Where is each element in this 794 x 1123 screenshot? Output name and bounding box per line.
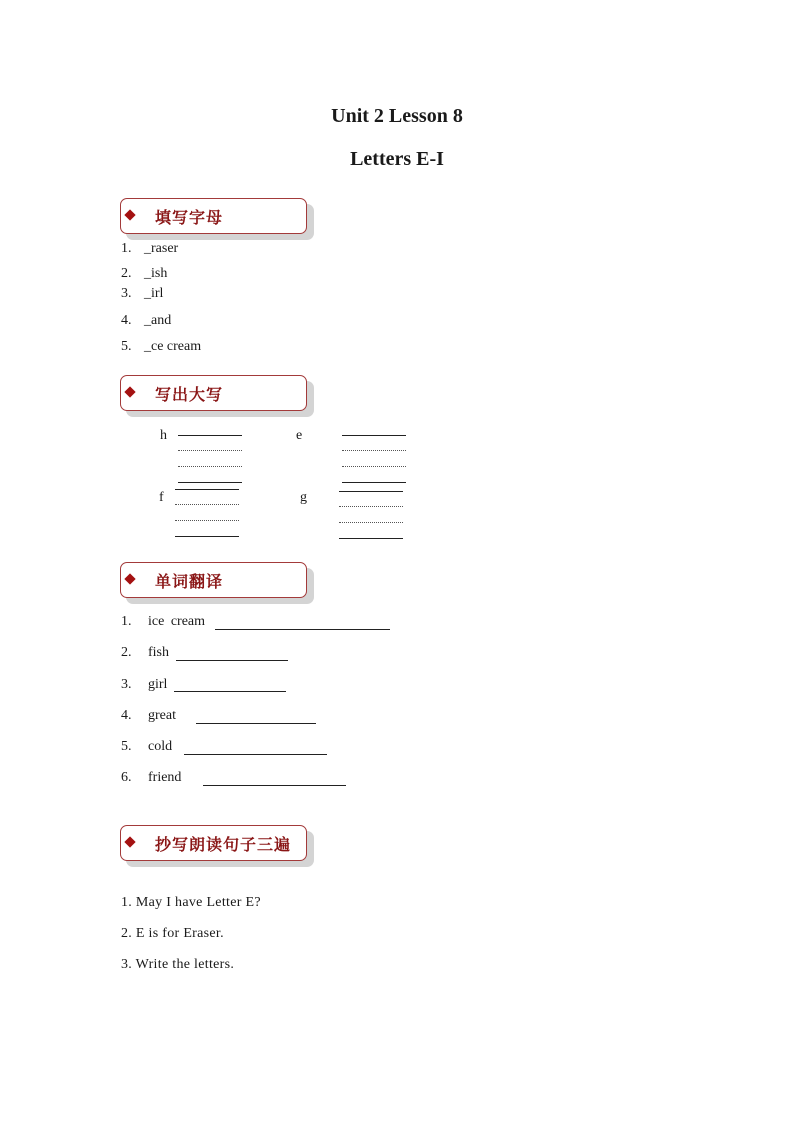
answer-blank[interactable]: [184, 754, 327, 755]
section-heading: 填写字母: [155, 208, 224, 227]
answer-blank[interactable]: [174, 691, 286, 692]
section-heading: 写出大写: [155, 385, 224, 404]
page-title: Unit 2 Lesson 8: [331, 105, 463, 127]
fill-letter-item: _irl: [144, 286, 164, 301]
translation-word: cold: [148, 739, 173, 754]
translation-word: fish: [148, 645, 169, 660]
letter-g: g: [300, 490, 307, 505]
section-header-copy-sentences: [120, 825, 320, 871]
item-number: 3.: [121, 286, 132, 301]
sentence: 3. Write the letters.: [121, 957, 235, 972]
answer-blank[interactable]: [203, 785, 346, 786]
item-number: 5.: [121, 339, 132, 354]
page-subtitle: Letters E-I: [350, 148, 444, 170]
item-number: 1.: [121, 614, 132, 629]
item-number: 2.: [121, 645, 132, 660]
fill-letter-item: _raser: [144, 241, 179, 256]
section-header-word-translation: [120, 562, 320, 608]
sentence: 2. E is for Eraser.: [121, 926, 224, 941]
fill-letter-item: _and: [144, 313, 172, 328]
item-number: 3.: [121, 677, 132, 692]
letter-e: e: [296, 428, 303, 443]
letter-f: f: [159, 490, 164, 505]
item-number: 5.: [121, 739, 132, 754]
sentence: 1. May I have Letter E?: [121, 895, 261, 910]
item-number: 4.: [121, 708, 132, 723]
translation-word: ice cream: [148, 614, 206, 629]
item-number: 6.: [121, 770, 132, 785]
fill-letter-item: _ish: [144, 266, 168, 281]
translation-word: girl: [148, 677, 168, 692]
section-heading: 抄写朗读句子三遍: [155, 835, 292, 854]
section-heading: 单词翻译: [155, 572, 224, 591]
letter-h: h: [160, 428, 167, 443]
answer-blank[interactable]: [196, 723, 316, 724]
item-number: 4.: [121, 313, 132, 328]
item-number: 1.: [121, 241, 132, 256]
translation-word: friend: [148, 770, 182, 785]
translation-word: great: [148, 708, 176, 723]
section-header-fill-letters: [120, 198, 320, 244]
answer-blank[interactable]: [176, 660, 288, 661]
item-number: 2.: [121, 266, 132, 281]
answer-blank[interactable]: [215, 629, 390, 630]
fill-letter-item: _ce cream: [144, 339, 202, 354]
section-header-write-capitals: [120, 375, 320, 421]
